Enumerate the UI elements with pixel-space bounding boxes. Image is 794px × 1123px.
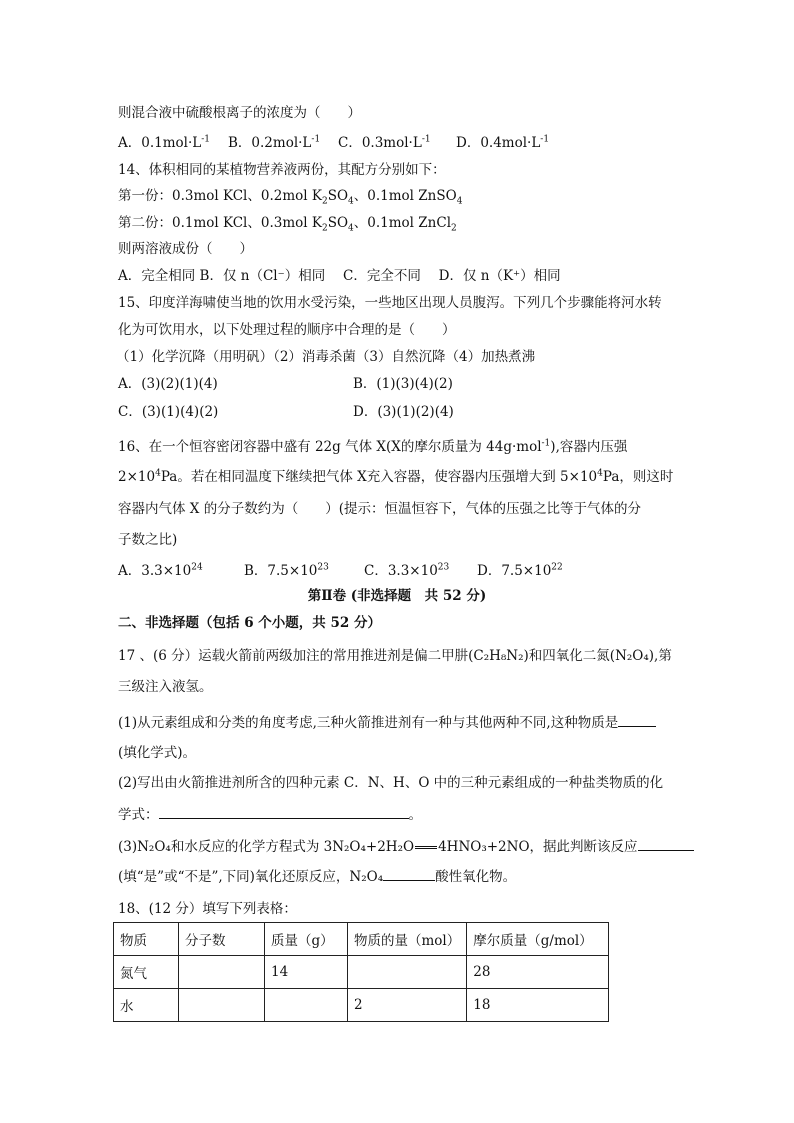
q14-first-formula: 第一份：0.3mol KCl、0.2mol $K_2SO_4$、0.1mol ZnSO$_4$ bbox=[118, 188, 463, 207]
q17-part4: (填“是”或“不是”,下同)氧化还原反应，N₂O₄ 酸性氧化物。 bbox=[118, 866, 516, 887]
q13-stem: 则混合液中硫酸根离子的浓度为（ ） bbox=[118, 105, 361, 121]
table-cell[interactable] bbox=[179, 956, 265, 989]
header-cell: 摩尔质量（g/mol） bbox=[467, 923, 609, 956]
q13-option-c: C．$0.3mol\cdot L^{-1}$ bbox=[338, 134, 431, 151]
q17-line2: 三级注入液氢。 bbox=[118, 679, 213, 695]
table-cell: 28 bbox=[467, 956, 609, 989]
header-cell: 分子数 bbox=[179, 923, 265, 956]
q17-part1-note: (填化学式)。 bbox=[118, 745, 197, 761]
table-cell: 14 bbox=[265, 956, 348, 989]
header-cell: 物质 bbox=[114, 923, 179, 956]
q17-part2-answer: 学式： 。 bbox=[118, 804, 422, 825]
q16-option-b: B．$7.5\times 10^{23}$ bbox=[244, 562, 329, 579]
q16-option-c: C．$3.3\times 10^{23}$ bbox=[364, 562, 450, 579]
table-cell[interactable] bbox=[265, 989, 348, 1022]
q15-steps: （1）化学沉降（用明矾）（2）消毒杀菌（3）自然沉降（4）加热煮沸 bbox=[116, 349, 536, 365]
table-cell[interactable] bbox=[348, 956, 467, 989]
answer-blank[interactable] bbox=[159, 804, 409, 819]
q15-option-a: A．(3)(2)(1)(4) bbox=[118, 376, 218, 392]
table-header-row bbox=[114, 923, 609, 956]
q16-line3: 容器内气体 X 的分子数约为（ ）(提示：恒温恒容下，气体的压强之比等于气体的分 bbox=[118, 501, 641, 517]
header-cell: 物质的量（mol） bbox=[348, 923, 467, 956]
equals-arrow-icon bbox=[415, 846, 437, 849]
q16-option-d: D．$7.5\times 10^{22}$ bbox=[477, 562, 563, 579]
table-cell: 氮气 bbox=[114, 956, 179, 989]
table-row bbox=[114, 989, 609, 1022]
q13-option-b: B．$0.2mol\cdot L^{-1}$ bbox=[228, 134, 321, 151]
table-cell: 水 bbox=[114, 989, 179, 1022]
q15-option-c: C．(3)(1)(4)(2) bbox=[118, 404, 219, 420]
table-cell: 2 bbox=[348, 989, 467, 1022]
q16-line2: $2\times 10^4Pa$。若在相同温度下继续把气体 X充入容器，使容器内压强增大到 $5\times 10^4Pa$，则这时 bbox=[118, 468, 674, 485]
q14-stem: 14、体积相同的某植物营养液两份，其配方分别如下： bbox=[118, 162, 446, 178]
header-cell: 质量（g） bbox=[265, 923, 348, 956]
q18-stem: 18、(12 分）填写下列表格： bbox=[118, 901, 297, 917]
q13-option-a: A．$0.1mol\cdot L^{-1}$ bbox=[118, 134, 211, 151]
q13-option-d: D．$0.4mol\cdot L^{-1}$ bbox=[456, 134, 550, 151]
q14-ask: 则两溶液成份（ ） bbox=[118, 241, 253, 257]
q16-line4: 子数之比) bbox=[118, 532, 178, 548]
q14-options: A．完全相同 B．仅 n（Cl⁻）相同 C．完全不同 D．仅 n（K⁺）相同 bbox=[118, 268, 561, 284]
q18-table bbox=[113, 922, 609, 1022]
q15-option-b: B．(1)(3)(4)(2) bbox=[353, 376, 453, 392]
answer-blank[interactable] bbox=[618, 712, 656, 727]
q16-option-a: A．$3.3\times 10^{24}$ bbox=[118, 562, 203, 579]
q15-option-d: D．(3)(1)(2)(4) bbox=[353, 404, 454, 420]
table-row bbox=[114, 956, 609, 989]
q15-line2: 化为可饮用水，以下处理过程的顺序中合理的是（ ） bbox=[118, 322, 456, 338]
q17-line1: 17 、(6 分）运载火箭前两级加注的常用推进剂是偏二甲肼(C₂H₈N₂)和四氧化二氮(N₂O₄),第 bbox=[118, 648, 672, 664]
answer-blank[interactable] bbox=[638, 836, 694, 851]
answer-blank[interactable] bbox=[383, 866, 435, 881]
part2-title: 第Ⅱ卷 (非选择题 共 52 分) bbox=[307, 588, 487, 604]
table-cell[interactable] bbox=[179, 989, 265, 1022]
q14-second-formula: 第二份：0.1mol KCl、0.3mol $K_2SO_4$、0.1mol ZnCl$_2$ bbox=[118, 215, 457, 234]
q15-line1: 15、印度洋海啸使当地的饮用水受污染，一些地区出现人员腹泻。下列几个步骤能将河水转 bbox=[118, 295, 662, 311]
q17-part3: (3)N₂O₄和水反应的化学方程式为 3N₂O₄+2H₂O 4HNO₃+2NO，据此判断该反应 bbox=[118, 836, 694, 857]
q16-line1: 16、在一个恒容密闭容器中盛有 22g 气体 X(X的摩尔质量为 44g·mol$^{-1}$),容器内压强 bbox=[118, 438, 628, 455]
q17-part1: (1)从元素组成和分类的角度考虑,三种火箭推进剂有一种与其他两种不同,这种物质是 bbox=[118, 712, 656, 733]
table-cell: 18 bbox=[467, 989, 609, 1022]
q17-part2: (2)写出由火箭推进剂所含的四种元素 C．N、H、O 中的三种元素组成的一种盐类物质的化 bbox=[118, 775, 664, 791]
section-heading: 二、非选择题（包括 6 个小题，共 52 分） bbox=[118, 615, 381, 631]
